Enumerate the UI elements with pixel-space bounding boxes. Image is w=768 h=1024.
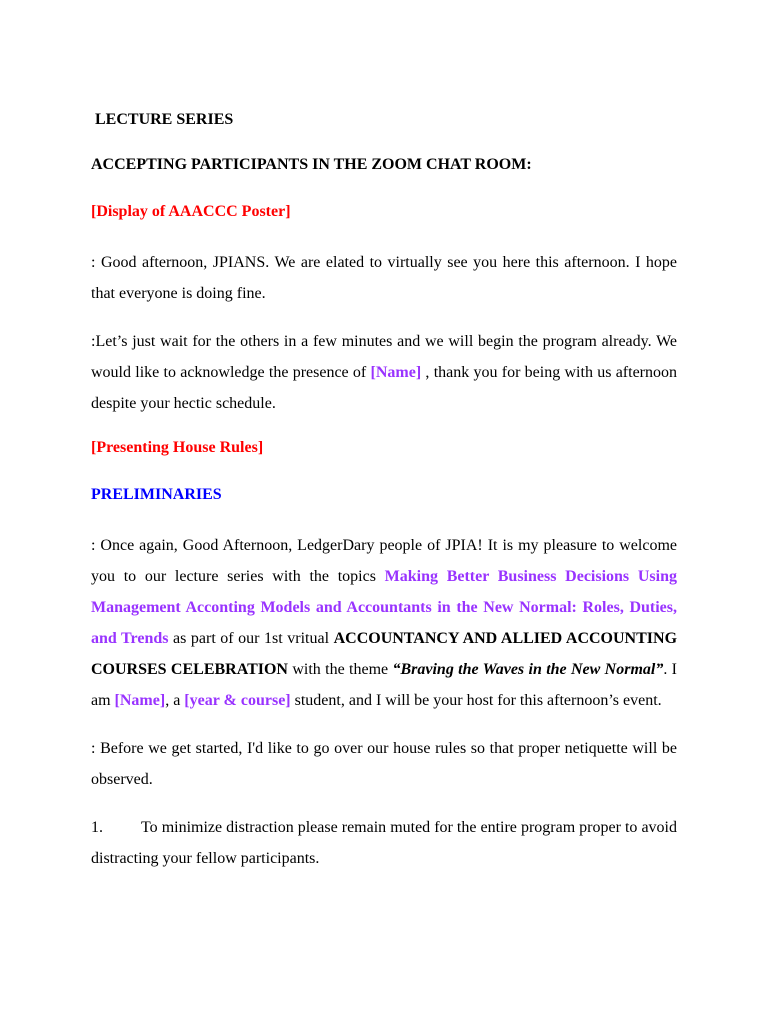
preliminaries-heading: PRELIMINARIES — [91, 486, 222, 503]
rule-item — [91, 812, 677, 874]
rules-intro: : Before we get started, I'd like to go over our house rules so that proper netiquette will be observed. — [91, 740, 677, 788]
event-theme: “Braving the Waves in the New Normal” — [392, 661, 664, 678]
wait-paragraph — [91, 326, 677, 419]
host-text-2: as part of our 1st vritual — [168, 630, 334, 647]
host-name-placeholder: [Name] — [114, 692, 166, 709]
accepting-heading: ACCEPTING PARTICIPANTS IN THE ZOOM CHAT ROOM: — [91, 156, 532, 173]
greeting-paragraph: : Good afternoon, JPIANS. We are elated to virtually see you here this afternoon. I hope that everyone is doing fine. — [91, 254, 677, 302]
rule-number: 1. — [91, 819, 103, 836]
year-course-placeholder: [year & course] — [184, 692, 291, 709]
host-text-3: with the theme — [288, 661, 393, 678]
lecture-topics: Making Better Business Decisions Using Management Acconting Models and Accountants in the New Normal: Roles, Duties, and Trends — [91, 568, 677, 647]
host-text-5: , a — [165, 692, 185, 709]
wait-text-2: , thank you for being with us afternoon despite your hectic schedule. — [91, 364, 677, 412]
name-placeholder: [Name] — [370, 364, 422, 381]
display-poster-cue: [Display of AAACCC Poster] — [91, 203, 291, 220]
celebration-name: ACCOUNTANCY AND ALLIED ACCOUNTING COURSES CELEBRATION — [91, 630, 678, 678]
host-text-1: : Once again, Good Afternoon, LedgerDary people of JPIA! It is my pleasure to welcome you to our lecture series with the topics — [91, 537, 677, 585]
wait-text-1: :Let’s just wait for the others in a few minutes and we will begin the program already. We would like to acknowledge the presence of — [91, 333, 677, 381]
lecture-title: LECTURE SERIES — [95, 111, 234, 128]
host-text-4: . I am — [91, 661, 678, 709]
document-content — [91, 108, 677, 891]
host-text-6: student, and I will be your host for this afternoon’s event. — [290, 692, 662, 709]
rule-text: To minimize distraction please remain muted for the entire program proper to avoid distracting your fellow participants. — [91, 819, 677, 867]
host-paragraph — [91, 530, 677, 716]
house-rules-cue: [Presenting House Rules] — [91, 439, 264, 456]
